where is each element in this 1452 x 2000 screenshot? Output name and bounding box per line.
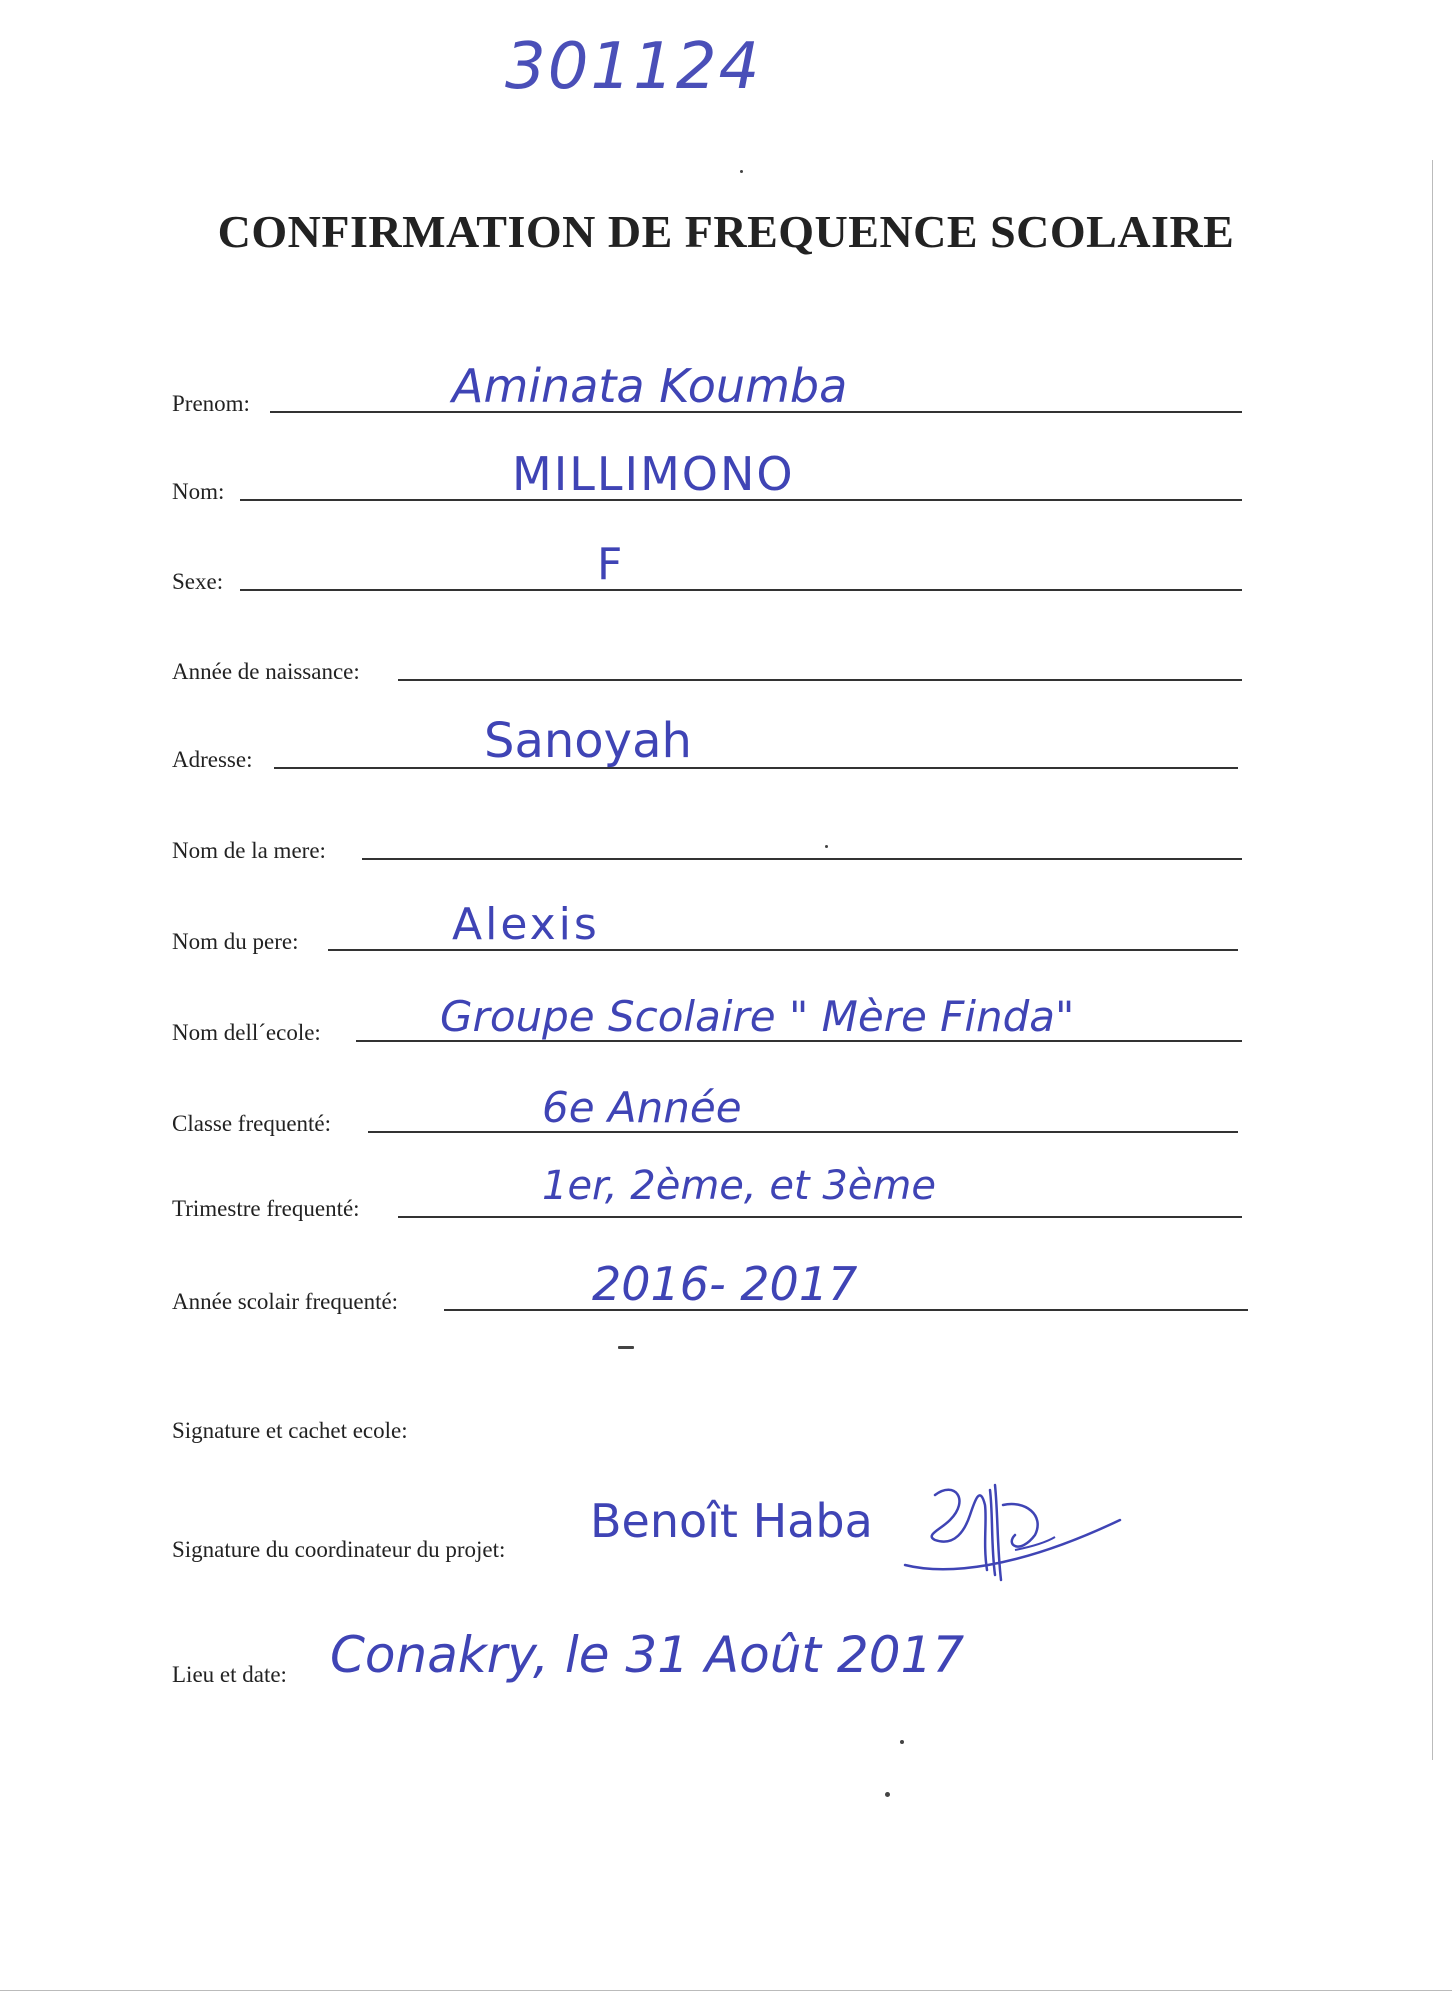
reference-number: 301124 (505, 30, 762, 104)
field-nom (172, 443, 1242, 503)
field-value: Aminata Koumba (452, 359, 848, 413)
field-trimestre (172, 1160, 1242, 1220)
scan-speck (885, 1792, 890, 1797)
field-label: Année de naissance: (172, 659, 360, 684)
field-value: 2016- 2017 (592, 1257, 858, 1311)
field-value: Alexis (452, 899, 600, 950)
field-line (398, 679, 1242, 681)
field-label: Année scolair frequenté: (172, 1289, 399, 1314)
scan-speck (900, 1740, 904, 1744)
field-line (368, 1131, 1238, 1133)
coordinator-name: Benoît Haba (590, 1494, 873, 1548)
field-label: Prenom: (172, 391, 250, 416)
field-value: MILLIMONO (512, 447, 795, 501)
field-line (240, 589, 1242, 591)
field-label: Classe frequenté: (172, 1111, 332, 1136)
ink-mark (618, 1346, 634, 1349)
scan-edge (0, 1990, 1452, 1991)
field-label: Adresse: (172, 747, 253, 772)
field-line (362, 858, 1242, 860)
scan-edge (1432, 160, 1433, 1760)
field-label: Nom de la mere: (172, 838, 326, 863)
field-annee-naissance (172, 623, 1242, 683)
field-label: Nom du pere: (172, 929, 299, 954)
field-value: 6e Année (542, 1083, 742, 1132)
field-annee-scolaire (172, 1253, 1242, 1313)
field-nom-ecole (172, 984, 1242, 1044)
field-value: Groupe Scolaire " Mère Finda" (440, 992, 1075, 1041)
field-nom-pere (172, 893, 1242, 953)
field-label: Trimestre frequenté: (172, 1196, 360, 1221)
place-date-value: Conakry, le 31 Août 2017 (330, 1626, 965, 1684)
scan-speck (740, 170, 743, 173)
field-prenom (172, 355, 1242, 415)
document-title: CONFIRMATION DE FREQUENCE SCOLAIRE (217, 206, 1235, 257)
field-value: F (597, 539, 623, 590)
field-label: Sexe: (172, 569, 224, 594)
signature-school-label: Signature et cachet ecole: (172, 1418, 408, 1443)
field-classe (172, 1075, 1242, 1135)
field-nom-mere (172, 802, 1242, 862)
place-date-label: Lieu et date: (172, 1662, 287, 1687)
field-sexe (172, 533, 1242, 593)
field-value: 1er, 2ème, et 3ème (542, 1163, 936, 1209)
field-label: Nom: (172, 479, 225, 504)
field-adresse (172, 711, 1242, 771)
coordinator-signature (895, 1475, 1135, 1605)
field-line (274, 767, 1238, 769)
field-value: Sanoyah (484, 713, 692, 769)
scan-speck (825, 845, 828, 848)
signature-coordinator-label: Signature du coordinateur du projet: (172, 1537, 506, 1562)
field-label: Nom dell´ecole: (172, 1020, 321, 1045)
field-line (398, 1216, 1242, 1218)
